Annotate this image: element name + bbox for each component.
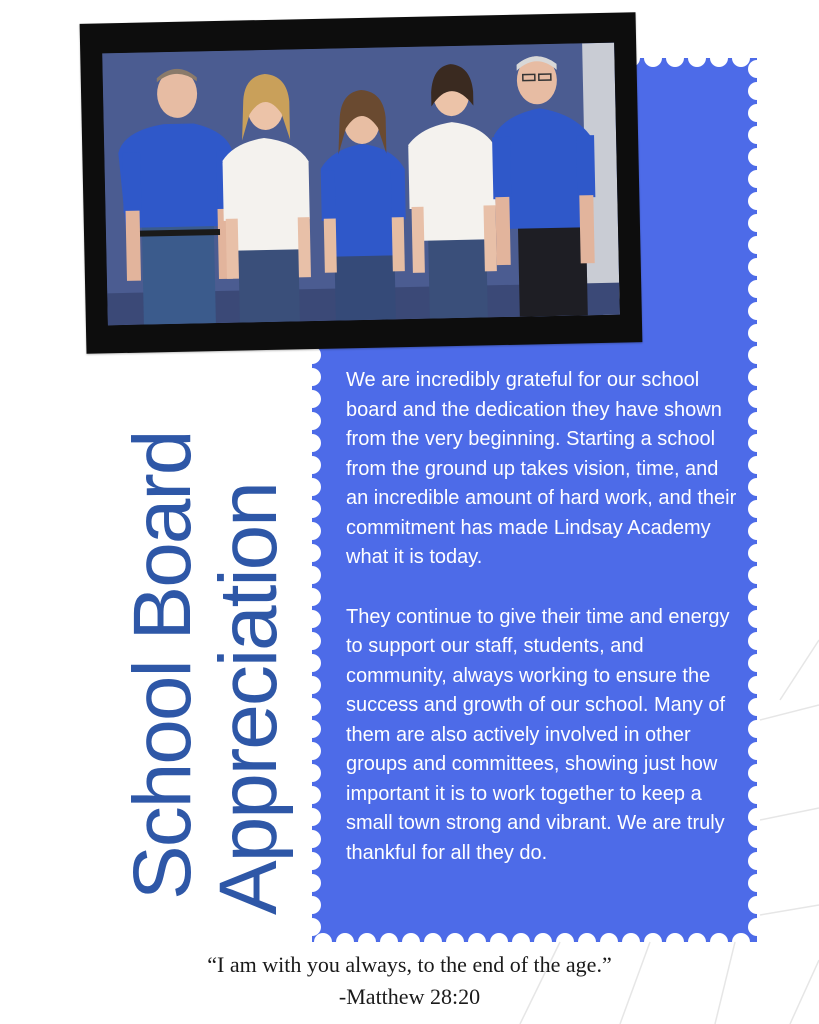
verse-reference: -Matthew 28:20 [338, 984, 481, 1009]
paragraph-1: We are incredibly grateful for our school board and the dedication they have shown from the very beginning. Starting a school from the ground up takes vision, time, and an incredible amount of hard work, and their commitment has made Lindsay Academy what it is today. [346, 369, 737, 568]
body-text [346, 366, 746, 868]
title-line-1: School Board [117, 431, 208, 900]
group-photo [102, 43, 620, 326]
title-line-2: Appreciation [203, 483, 294, 915]
vertical-title [116, 430, 294, 930]
paragraph-2: They continue to give their time and energy to support our staff, students, and community, always working to ensure the success and growth of our school. Many of them are also actively involved in other groups and committees, showing just how important it is to work together to keep a small town strong and vibrant. We are truly thankful for all they do. [346, 605, 730, 864]
verse-quote: “I am with you always, to the end of the age.” [207, 952, 612, 977]
photo-frame [80, 12, 643, 354]
